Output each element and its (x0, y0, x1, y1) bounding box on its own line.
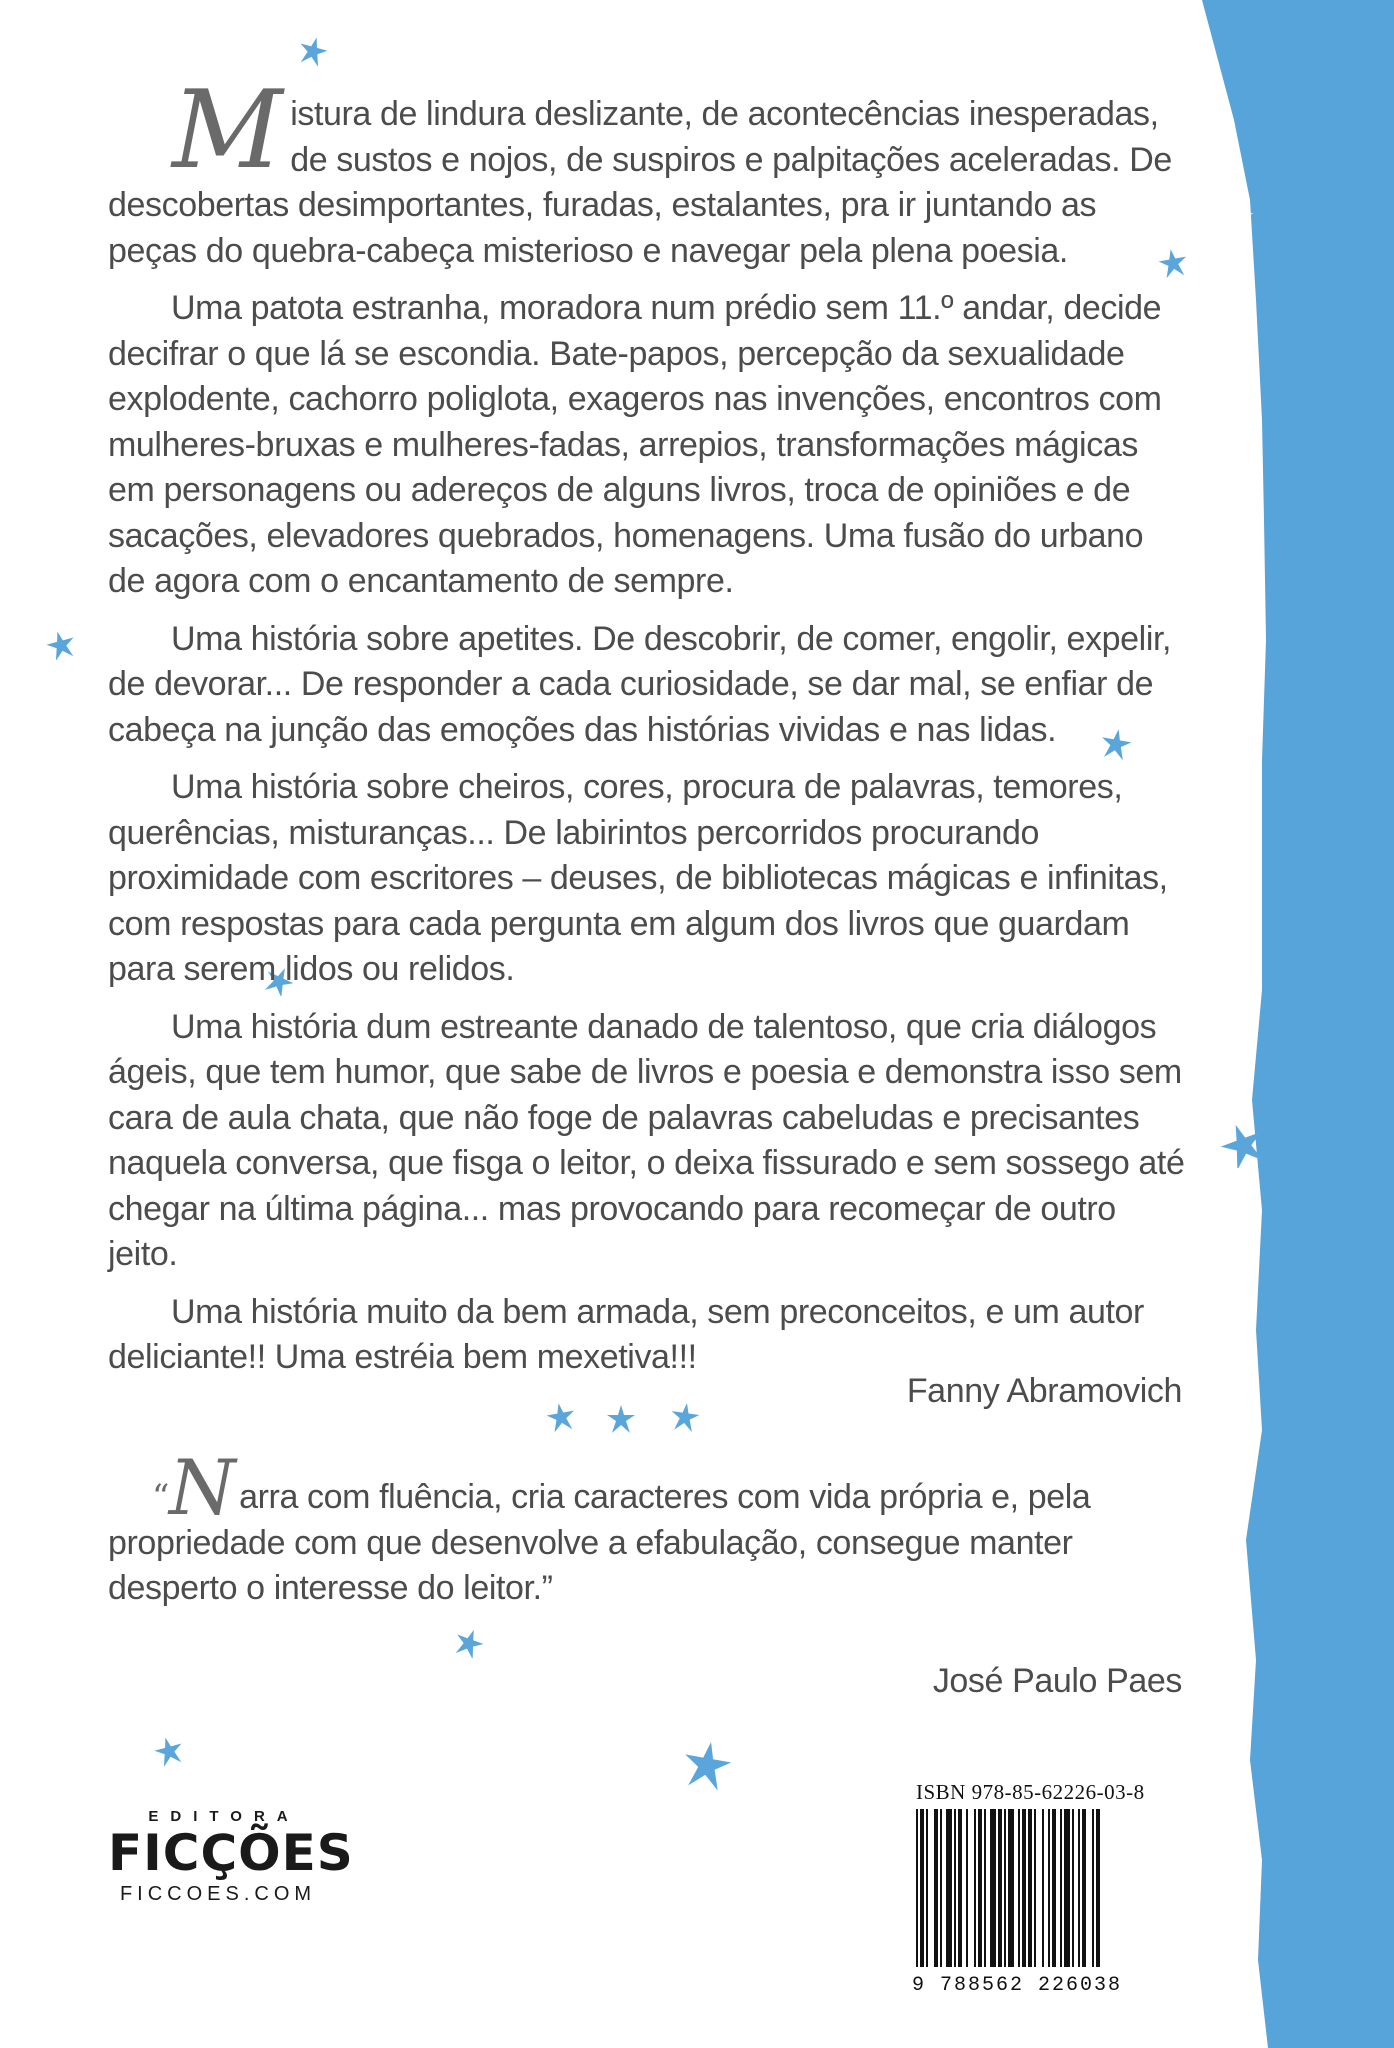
paragraph-1-text: istura de lindura deslizante, de acontecências inesperadas, de sustos e nojos, de suspiros e palpitações aceleradas. De descobertas desimportantes, furadas, estalantes, pra ir juntando as peças do quebra-cabeça misterioso e navegar pela plena poesia. (108, 95, 1172, 270)
publisher-label: EDITORA (148, 1808, 300, 1825)
barcode-bar (926, 1809, 928, 1967)
drop-cap-n: N (168, 1443, 236, 1532)
star-icon (46, 630, 76, 660)
drop-cap-m: M (172, 68, 283, 193)
barcode-bar (1018, 1809, 1020, 1967)
barcode-bar (1022, 1809, 1026, 1967)
barcode-bars (912, 1805, 1152, 1971)
paragraph-1 (108, 68, 1188, 274)
barcode-bar (1064, 1809, 1070, 1967)
paragraph-5: Uma história dum estreante danado de talentoso, que cria diálogos ágeis, que tem humor, que sabe de livros e poesia e demonstra isso sem cara de aula chata, que não foge de palavras cabeludas e precisantes naquela conversa, que fisga o leitor, o deixa fissurado e sem sossego até chegar na última página... mas provocando para recomeçar de outro jeito. (108, 1007, 1185, 1273)
star-icon (546, 1402, 576, 1432)
barcode-bar (916, 1809, 918, 1967)
signature-jose-paulo-paes: José Paulo Paes (932, 1662, 1182, 1700)
barcode-bar (1092, 1809, 1094, 1967)
star-icon (1204, 182, 1254, 242)
barcode-bar (990, 1809, 996, 1967)
barcode-bar (1072, 1809, 1074, 1967)
barcode-bar (954, 1809, 956, 1967)
barcode-bar (1078, 1809, 1080, 1967)
barcode-bar (1082, 1809, 1086, 1967)
barcode-bar (940, 1809, 942, 1967)
barcode-bar (1008, 1809, 1014, 1967)
isbn-label: ISBN 978-85-62226-03-8 (916, 1780, 1145, 1804)
barcode-bar (974, 1809, 976, 1967)
barcode-bar (920, 1809, 924, 1967)
barcode-bar (966, 1809, 968, 1967)
barcode-bar (1096, 1809, 1100, 1967)
star-icon (682, 1740, 732, 1790)
isbn-barcode (912, 1780, 1152, 2000)
star-icon (454, 1628, 484, 1658)
paragraph-4: Uma história sobre cheiros, cores, procura de palavras, temores, querências, misturanças... De labirintos percorridos procurando proximidade com escritores – deuses, de bibliotecas mágicas e infinitas, com respostas para cada pergunta em algum dos livros que guardam para serem lidos ou relidos. (108, 768, 1168, 988)
barcode-bar (1028, 1809, 1032, 1967)
star-icon (670, 1402, 700, 1432)
paragraph-6: Uma história muito da bem armada, sem preconceitos, e um autor deliciante!! Uma estréia bem mexetiva!!! (108, 1292, 1144, 1376)
star-icon (606, 1404, 636, 1434)
barcode-bar (958, 1809, 962, 1967)
publisher-url: FICCOES.COM (119, 1883, 317, 1905)
barcode-bar (1042, 1809, 1044, 1967)
barcode-bar (1004, 1809, 1006, 1967)
star-icon (1220, 1122, 1266, 1168)
barcode-bar (984, 1809, 986, 1967)
barcode-bar (998, 1809, 1002, 1967)
barcode-bar (1052, 1809, 1056, 1967)
barcode-digits: 9 788562 226038 (912, 1974, 1123, 1997)
publisher-name: FICÇÕES (108, 1824, 354, 1882)
barcode-bar (1048, 1809, 1050, 1967)
barcode-bar (1060, 1809, 1062, 1967)
barcode-bar (946, 1809, 952, 1967)
barcode-bar (934, 1809, 938, 1967)
star-icon (154, 1736, 184, 1766)
star-icon (298, 36, 328, 66)
paragraph-2: Uma patota estranha, moradora num prédio sem 11.º andar, decide decifrar o que lá se escondia. Bate-papos, percepção da sexualidade explodente, cachorro poliglota, exageros nas invenções, encontros com mulheres-bruxas e mulheres-fadas, arrepios, transformações mágicas em personagens ou adereços de alguns livros, troca de opiniões e de sacações, elevadores quebrados, homenagens. Uma fusão do urbano de agora com o encantamento de sempre. (108, 289, 1162, 600)
publisher-logo (108, 1808, 354, 1906)
paragraph-3: Uma história sobre apetites. De descobrir, de comer, engolir, expelir, de devorar... De responder a cada curiosidade, se dar mal, se enfiar de cabeça na junção das emoções das histórias vividas e nas lidas. (108, 619, 1172, 749)
signature-fanny-abramovich: Fanny Abramovich (906, 1372, 1182, 1410)
quote-text: arra com fluência, cria caracteres com vida própria e, pela propriedade com que desenvolve a efabulação, consegue manter desperto o interesse do leitor.” (108, 1478, 1091, 1607)
quote-block (108, 1443, 1188, 1612)
barcode-bar (1034, 1809, 1036, 1967)
back-cover-text (108, 68, 1188, 1393)
barcode-bar (978, 1809, 982, 1967)
quote-open-mark: “ (152, 1477, 169, 1517)
